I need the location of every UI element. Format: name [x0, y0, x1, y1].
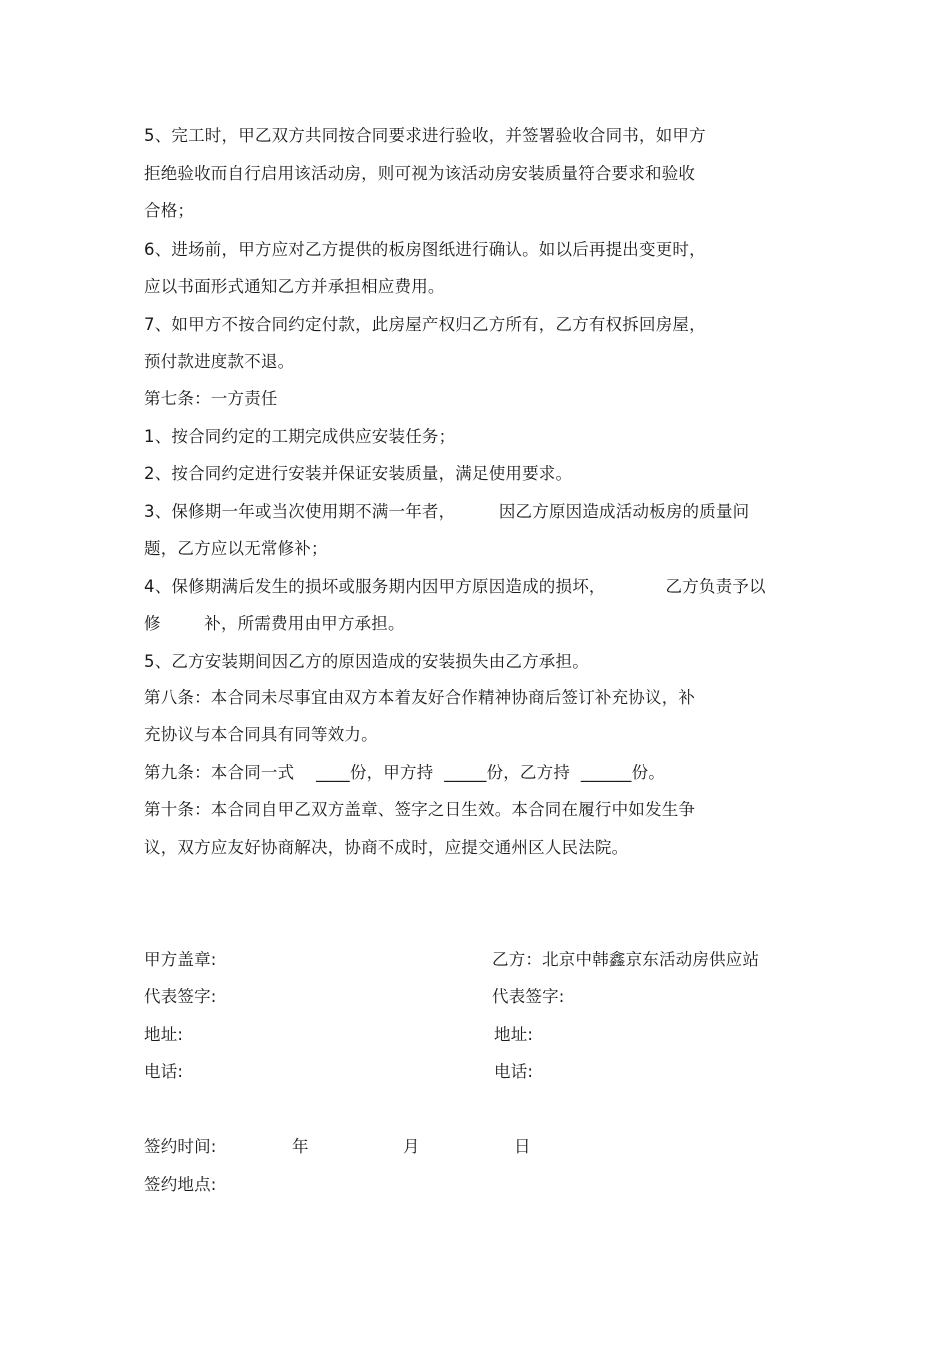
clause-5-line-1: 5、完工时，甲乙双方共同按合同要求进行验收，并签署验收合同书，如甲方 — [144, 126, 706, 145]
party-b-phone: 电话: — [494, 1062, 534, 1081]
party-b-rep: 代表签字: — [492, 987, 565, 1006]
party-a-rep: 代表签字: — [144, 987, 217, 1006]
clause-7-line-1: 7、如甲方不按合同约定付款，此房屋产权归乙方所有，乙方有权拆回房屋， — [144, 315, 706, 334]
party-a-seal: 甲方盖章: — [144, 950, 217, 969]
responsibility-item-4-line-2: 修 补，所需费用由甲方承担。 — [144, 614, 405, 633]
article-9: 第九条：本合同一式 ____份，甲方持 _____份，乙方持 ______份。 — [144, 763, 666, 782]
party-b-name: 乙方：北京中韩鑫京东活动房供应站 — [492, 950, 760, 969]
responsibility-item-3-line-2: 题，乙方应以无常修补； — [144, 539, 328, 558]
clause-5-line-2: 拒绝验收而自行启用该活动房，则可视为该活动房安装质量符合要求和验收 — [144, 164, 696, 183]
responsibility-item-5: 5、乙方安装期间因乙方的原因造成的安装损失由乙方承担。 — [144, 652, 589, 671]
article-10-line-2: 议，双方应友好协商解决，协商不成时，应提交通州区人民法院。 — [144, 838, 629, 857]
responsibility-item-3-line-1: 3、保修期一年或当次使用期不满一年者， 因乙方原因造成活动板房的质量问 — [144, 502, 750, 521]
clause-6-line-1: 6、进场前，甲方应对乙方提供的板房图纸进行确认。如以后再提出变更时， — [144, 240, 706, 259]
clause-6-line-2: 应以书面形式通知乙方并承担相应费用。 — [144, 277, 445, 296]
party-b-address: 地址: — [494, 1025, 534, 1044]
sign-month: 月 — [403, 1137, 420, 1156]
responsibility-item-4-line-1: 4、保修期满后发生的损坏或服务期内因甲方原因造成的损坏， 乙方负责予以 — [144, 577, 766, 596]
article-7-title: 第七条：一方责任 — [144, 389, 278, 408]
article-10-line-1: 第十条：本合同自甲乙双方盖章、签字之日生效。本合同在履行中如发生争 — [144, 800, 696, 819]
sign-year: 年 — [292, 1137, 309, 1156]
sign-time-label: 签约时间: — [144, 1137, 217, 1156]
sign-place-label: 签约地点: — [144, 1175, 217, 1194]
party-a-phone: 电话: — [144, 1062, 184, 1081]
party-a-address: 地址: — [144, 1025, 184, 1044]
sign-day: 日 — [514, 1137, 531, 1156]
article-8-line-2: 充协议与本合同具有同等效力。 — [144, 725, 378, 744]
clause-5-line-3: 合格； — [144, 201, 195, 220]
clause-7-line-2: 预付款进度款不退。 — [144, 352, 295, 371]
responsibility-item-1: 1、按合同约定的工期完成供应安装任务； — [144, 427, 456, 446]
article-8-line-1: 第八条：本合同未尽事宜由双方本着友好合作精神协商后签订补充协议，补 — [144, 688, 696, 707]
responsibility-item-2: 2、按合同约定进行安装并保证安装质量，满足使用要求。 — [144, 464, 573, 483]
